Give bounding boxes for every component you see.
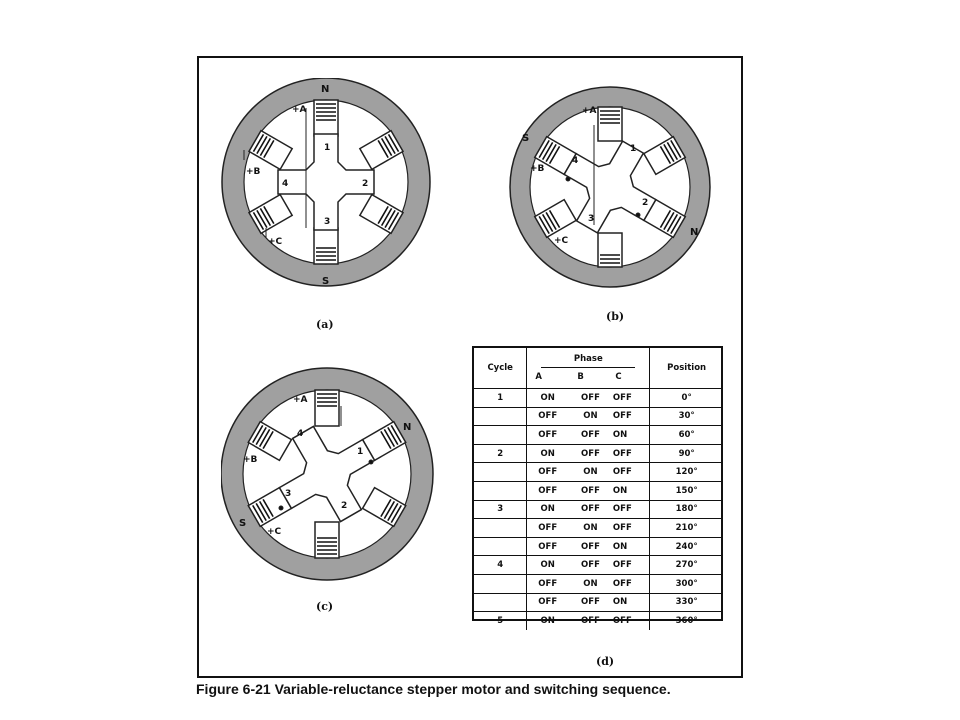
table-row <box>474 481 723 500</box>
cell-phase-a: OFF <box>527 481 568 500</box>
cell-phase-b: OFF <box>568 537 613 556</box>
cell-position: 330° <box>650 593 723 612</box>
cell-phase-a: ON <box>527 500 568 519</box>
coil-label-a: +A <box>293 395 308 405</box>
cell-cycle: 5 <box>474 612 527 630</box>
cell-cycle <box>474 537 527 556</box>
cell-phase-b: ON <box>568 407 613 426</box>
cell-phase-c: OFF <box>613 500 650 519</box>
cell-phase-a: ON <box>527 612 568 630</box>
rotor-tooth-1: 1 <box>630 144 637 154</box>
cell-phase-c: OFF <box>613 519 650 538</box>
cell-phase-c: OFF <box>613 444 650 463</box>
cell-phase-a: ON <box>527 444 568 463</box>
rotor-tooth-4: 4 <box>297 429 304 439</box>
pole-label-left: S <box>239 518 247 529</box>
cell-phase-a: OFF <box>527 426 568 445</box>
coil-label-c: +C <box>267 527 282 537</box>
cell-position: 30° <box>650 407 723 426</box>
cell-phase-c: OFF <box>613 574 650 593</box>
cell-phase-a: OFF <box>527 593 568 612</box>
rotor-tooth-4: 4 <box>572 156 579 166</box>
phase-divider <box>541 367 635 368</box>
coil-label-b: +B <box>246 167 261 177</box>
cell-cycle <box>474 574 527 593</box>
figure-caption: Figure 6-21 Variable-reluctance stepper motor and switching sequence. <box>196 681 671 697</box>
cell-position: 0° <box>650 389 723 408</box>
table-row <box>474 519 723 538</box>
cell-phase-b: OFF <box>568 593 613 612</box>
col-header-position: Position <box>650 348 723 389</box>
rotor-tooth-2: 2 <box>642 198 649 208</box>
rotor-tooth-4: 4 <box>282 179 289 189</box>
cell-phase-b: ON <box>568 574 613 593</box>
table-row <box>474 407 723 426</box>
cell-cycle: 3 <box>474 500 527 519</box>
cell-phase-c: OFF <box>613 389 650 408</box>
table-row <box>474 593 723 612</box>
coil-label-c: +C <box>268 237 283 247</box>
cell-cycle <box>474 463 527 482</box>
cell-cycle <box>474 426 527 445</box>
cell-phase-c: OFF <box>613 556 650 575</box>
rotor-tooth-2: 2 <box>362 179 369 189</box>
cell-phase-b: OFF <box>568 426 613 445</box>
cell-cycle: 4 <box>474 556 527 575</box>
table-row <box>474 444 723 463</box>
cell-phase-b: OFF <box>568 500 613 519</box>
rotor-tooth-3: 3 <box>588 214 595 224</box>
coil-label-b: +B <box>243 455 258 465</box>
cell-position: 270° <box>650 556 723 575</box>
pole-label-bottom: S <box>322 276 330 287</box>
cell-phase-a: OFF <box>527 537 568 556</box>
table-row <box>474 500 723 519</box>
table-header-row <box>474 348 723 389</box>
pole-label-right: N <box>690 227 699 238</box>
pole-label-right: N <box>403 422 412 433</box>
table-row <box>474 426 723 445</box>
phase-title: Phase <box>573 354 603 364</box>
cell-phase-b: OFF <box>568 612 613 630</box>
cell-position: 360° <box>650 612 723 630</box>
cell-position: 150° <box>650 481 723 500</box>
rotor-tooth-3: 3 <box>324 217 331 227</box>
cell-phase-a: OFF <box>527 407 568 426</box>
cell-phase-b: ON <box>568 519 613 538</box>
cell-phase-c: ON <box>613 426 650 445</box>
coil-label-a: +A <box>582 106 597 116</box>
cell-phase-c: ON <box>613 537 650 556</box>
cell-phase-c: ON <box>613 593 650 612</box>
cell-phase-c: OFF <box>613 407 650 426</box>
motor-a-label: (a) <box>316 318 334 331</box>
cell-phase-b: OFF <box>568 556 613 575</box>
cell-position: 90° <box>650 444 723 463</box>
motor-b-diagram <box>506 85 718 291</box>
motor-c-label: (c) <box>316 600 334 613</box>
cell-phase-b: ON <box>568 463 613 482</box>
table-row <box>474 537 723 556</box>
cell-cycle: 1 <box>474 389 527 408</box>
cell-phase-a: ON <box>527 556 568 575</box>
rotor-tooth-1: 1 <box>324 143 331 153</box>
rotor-tooth-1: 1 <box>357 447 364 457</box>
table-row <box>474 612 723 630</box>
table-label: (d) <box>596 655 615 668</box>
col-header-phase <box>527 348 650 389</box>
rotor-tooth-2: 2 <box>341 501 348 511</box>
cell-cycle <box>474 407 527 426</box>
cell-phase-a: OFF <box>527 574 568 593</box>
motor-c-diagram <box>221 366 437 588</box>
motor-b-label: (b) <box>606 310 625 323</box>
cell-phase-a: ON <box>527 389 568 408</box>
table-row <box>474 556 723 575</box>
cell-phase-b: OFF <box>568 481 613 500</box>
cell-position: 210° <box>650 519 723 538</box>
coil-label-a: +A <box>292 105 307 115</box>
cell-phase-c: OFF <box>613 612 650 630</box>
coil-label-b: +B <box>530 164 545 174</box>
table-row <box>474 574 723 593</box>
cell-position: 300° <box>650 574 723 593</box>
switching-sequence-table <box>474 348 723 630</box>
pole-label-top: N <box>321 84 330 95</box>
cell-cycle <box>474 593 527 612</box>
cell-phase-b: OFF <box>568 389 613 408</box>
table-row <box>474 389 723 408</box>
cell-position: 180° <box>650 500 723 519</box>
cell-phase-c: ON <box>613 481 650 500</box>
cell-phase-a: OFF <box>527 519 568 538</box>
cell-position: 120° <box>650 463 723 482</box>
pole-label-left: S <box>522 133 530 144</box>
cell-position: 60° <box>650 426 723 445</box>
cell-cycle <box>474 519 527 538</box>
phase-col-c: C <box>615 372 622 382</box>
motor-a-diagram <box>218 78 436 290</box>
table-row <box>474 463 723 482</box>
cell-position: 240° <box>650 537 723 556</box>
cell-phase-b: OFF <box>568 444 613 463</box>
coil-label-c: +C <box>554 236 569 246</box>
phase-col-b: B <box>577 372 584 382</box>
rotor-tooth-3: 3 <box>285 489 292 499</box>
cell-phase-c: OFF <box>613 463 650 482</box>
col-header-cycle: Cycle <box>474 348 527 389</box>
cell-cycle <box>474 481 527 500</box>
cell-cycle: 2 <box>474 444 527 463</box>
cell-phase-a: OFF <box>527 463 568 482</box>
phase-col-a: A <box>535 372 542 382</box>
